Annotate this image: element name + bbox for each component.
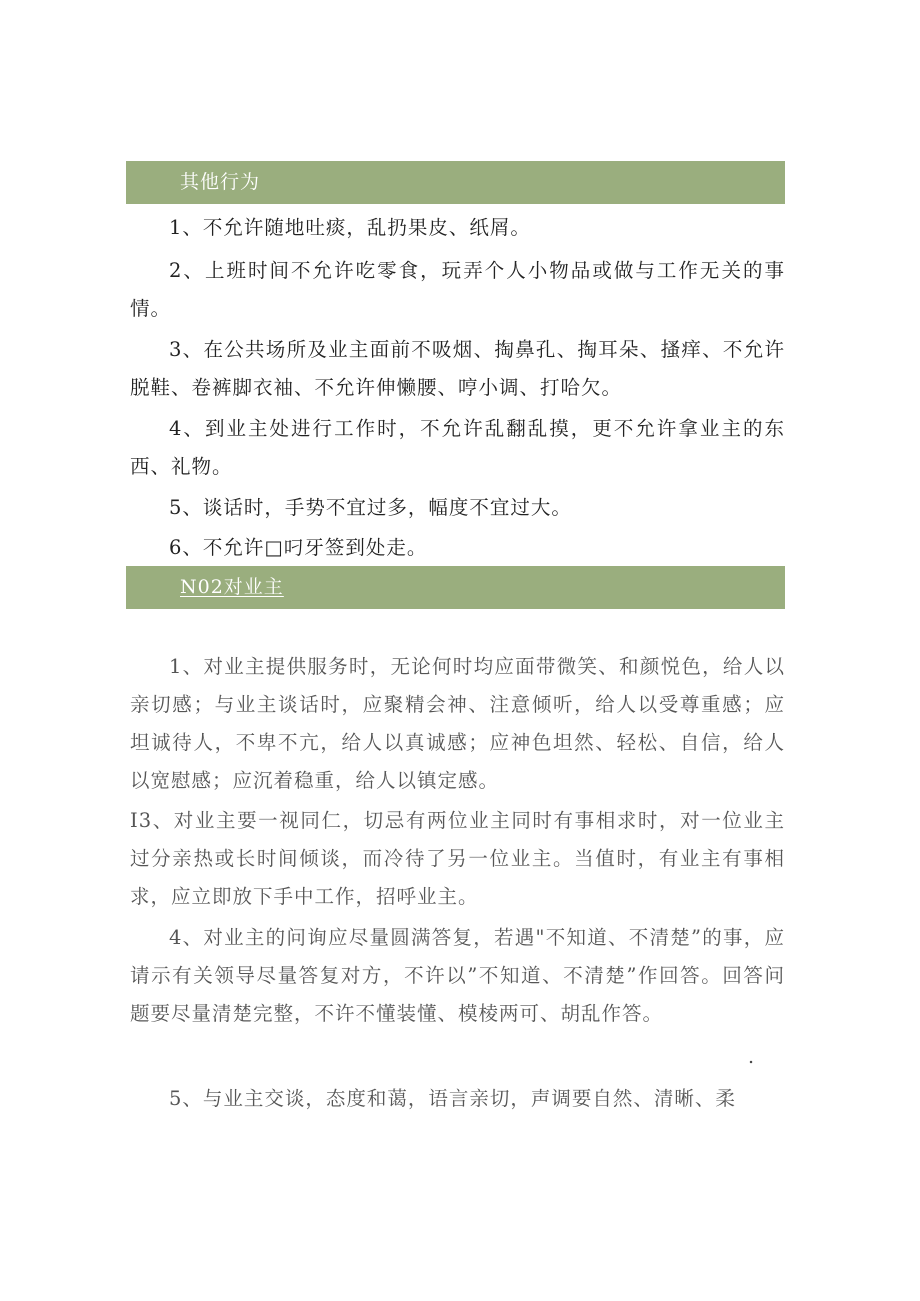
section-header-other-behaviors	[126, 161, 785, 204]
list-item: 2、上班时间不允许吃零食，玩弄个人小物品或做与工作无关的事情。	[130, 259, 785, 320]
list-item: 5、与业主交谈，态度和蔼，语言亲切，声调要自然、清晰、柔	[169, 1087, 736, 1110]
section-title: N02对业主	[180, 576, 284, 598]
stray-mark: .	[748, 1046, 755, 1068]
section-header-to-owners	[126, 566, 785, 609]
list-item: I3、对业主要一视同仁，切忌有两位业主同时有事相求时，对一位业主过分亲热或长时间倾谈，而冷待了另一位业主。当值时，有业主有事相求，应立即放下手中工作，招呼业主。	[130, 809, 785, 908]
list-item: 4、到业主处进行工作时，不允许乱翻乱摸，更不允许拿业主的东西、礼物。	[130, 417, 785, 478]
list-item: 3、在公共场所及业主面前不吸烟、掏鼻孔、掏耳朵、搔痒、不允许脱鞋、卷裤脚衣袖、不允许伸懒腰、哼小调、打哈欠。	[130, 338, 785, 399]
list-item: 4、对业主的问询应尽量圆满答复，若遇"不知道、不清楚”的事，应请示有关领导尽量答复对方，不许以”不知道、不清楚”作回答。回答问题要尽量清楚完整，不许不懂装懂、模棱两可、胡乱作答。	[130, 926, 785, 1025]
list-item: 5、谈话时，手势不宜过多，幅度不宜过大。	[169, 496, 572, 519]
list-item: 1、对业主提供服务时，无论何时均应面带微笑、和颜悦色，给人以亲切感；与业主谈话时，应聚精会神、注意倾听，给人以受尊重感；应坦诚待人，不卑不亢，给人以真诚感；应神色坦然、轻松、自信，给人以宽慰感；应沉着稳重，给人以镇定感。	[130, 655, 785, 792]
list-item: 1、不允许随地吐痰，乱扔果皮、纸屑。	[169, 216, 531, 239]
list-item: 6、不允许□叼牙签到处走。	[169, 536, 428, 559]
section-title: 其他行为	[180, 171, 261, 193]
